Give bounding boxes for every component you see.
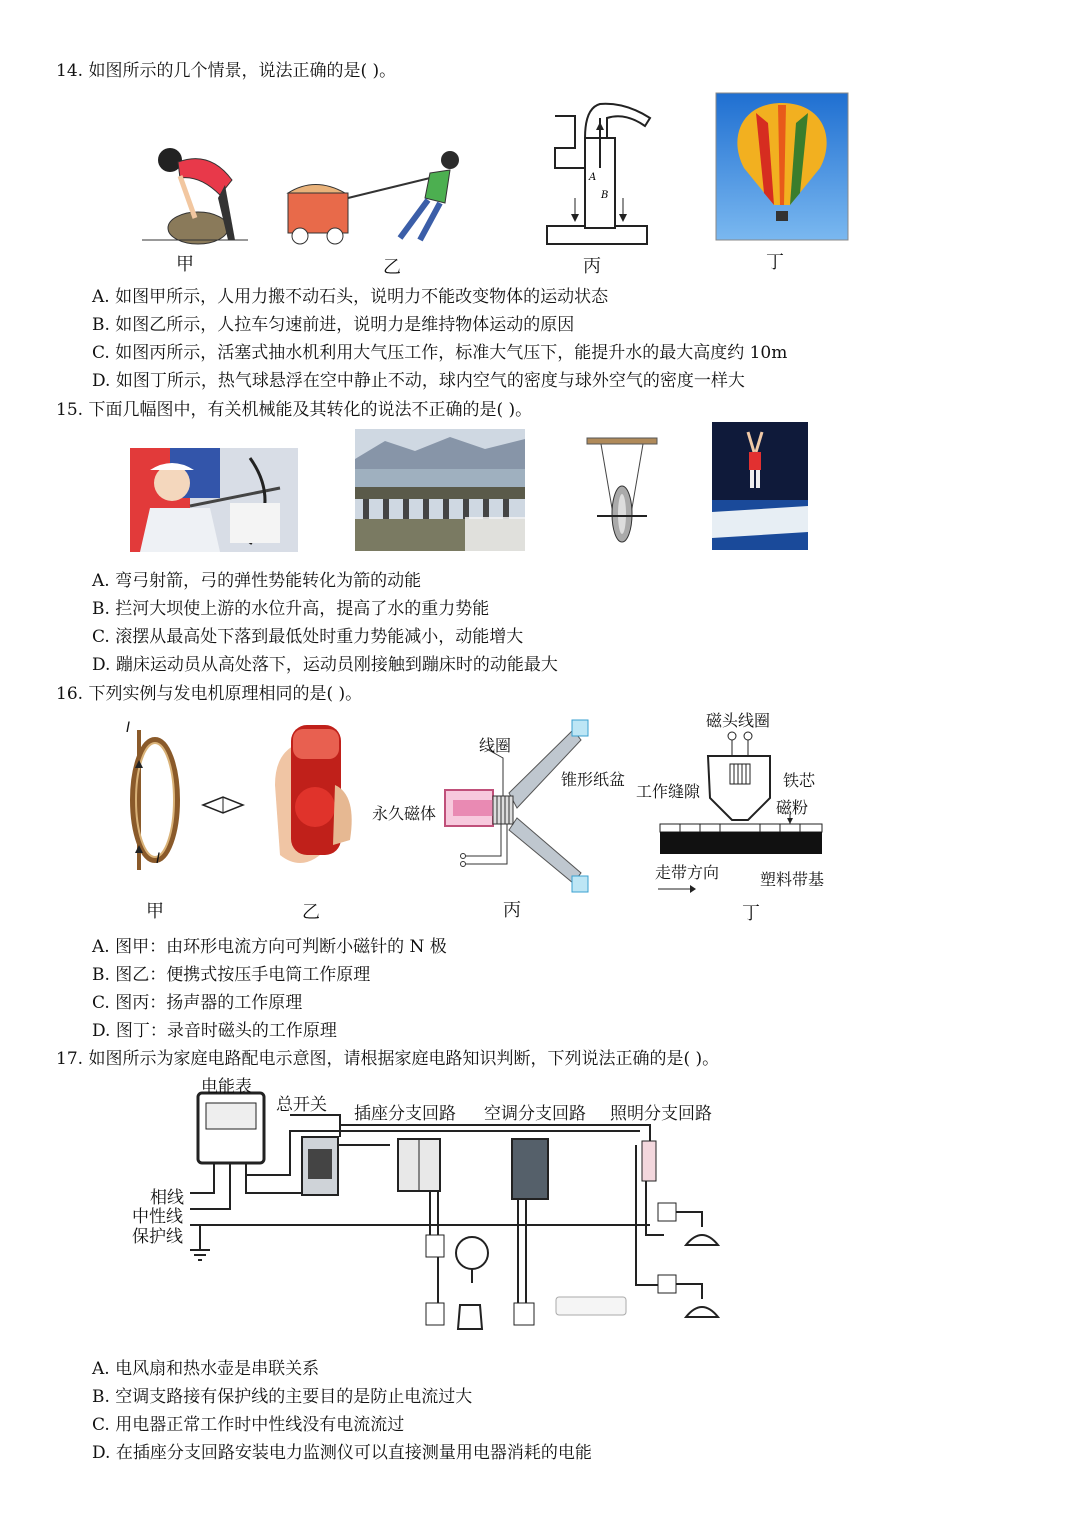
q16-photo-flashlight bbox=[265, 715, 363, 875]
q16-option-a: A. 图甲：由环形电流方向可判断小磁针的 N 极 bbox=[92, 937, 447, 957]
q14-label-yi: 乙 bbox=[383, 257, 401, 278]
q15-option-c: C. 滚摆从最高处下落到最低处时重力势能减小，动能增大 bbox=[92, 627, 524, 647]
q16-label-ding: 丁 bbox=[742, 903, 760, 924]
q14-stem: 14. 如图所示的几个情景，说法正确的是( )。 bbox=[56, 61, 397, 81]
q17-option-b: B. 空调支路接有保护线的主要目的是防止电流过大 bbox=[92, 1387, 473, 1407]
q16-option-d: D. 图丁：录音时磁头的工作原理 bbox=[92, 1021, 337, 1041]
q17-ac-branch-label: 空调分支回路 bbox=[484, 1104, 586, 1124]
q16-current-label-bottom: I bbox=[156, 851, 161, 867]
q15-option-a: A. 弯弓射箭，弓的弹性势能转化为箭的动能 bbox=[92, 571, 422, 591]
q14-figure-ding bbox=[716, 93, 848, 240]
q16-label-bing: 丙 bbox=[503, 900, 521, 921]
q15-stem: 15. 下面几幅图中，有关机械能及其转化的说法不正确的是( )。 bbox=[56, 400, 533, 420]
q16-head-gap-label: 工作缝隙 bbox=[636, 782, 701, 801]
q16-head-core-label: 铁芯 bbox=[783, 771, 816, 790]
q14-option-d: D. 如图丁所示，热气球悬浮在空中静止不动，球内空气的密度与球外空气的密度一样大 bbox=[92, 371, 745, 391]
q17-option-d: D. 在插座分支回路安装电力监测仪可以直接测量用电器消耗的电能 bbox=[92, 1443, 592, 1463]
q15-option-b: B. 拦河大坝使上游的水位升高，提高了水的重力势能 bbox=[92, 599, 490, 619]
q16-figure-jia bbox=[125, 720, 250, 880]
q15-photo-dam bbox=[355, 429, 525, 551]
q17-socket-branch-label: 插座分支回路 bbox=[354, 1104, 456, 1124]
q17-ground-label: 保护线 bbox=[132, 1227, 183, 1247]
q17-option-c: C. 用电器正常工作时中性线没有电流流过 bbox=[92, 1415, 405, 1435]
q14-label-bing: 丙 bbox=[583, 256, 601, 277]
q16-head-powder-label: 磁粉 bbox=[776, 798, 809, 817]
q16-speaker-cone-label: 锥形纸盆 bbox=[561, 770, 626, 789]
q14-label-ding: 丁 bbox=[766, 252, 784, 273]
q16-stem: 16. 下列实例与发电机原理相同的是( )。 bbox=[56, 684, 363, 704]
q14-option-c: C. 如图丙所示，活塞式抽水机利用大气压工作，标准大气压下，能提升水的最大高度约 10m bbox=[92, 343, 788, 363]
q16-head-base-label: 塑料带基 bbox=[760, 870, 825, 889]
pump-label-b: B bbox=[601, 190, 609, 201]
q17-neutral-label: 中性线 bbox=[132, 1207, 183, 1227]
q14-option-a: A. 如图甲所示，人用力搬不动石头，说明力不能改变物体的运动状态 bbox=[92, 287, 609, 307]
q15-photo-trampoline bbox=[712, 422, 808, 550]
q16-direction-arrow bbox=[658, 884, 698, 894]
q17-meter-label: 电能表 bbox=[201, 1077, 252, 1097]
q17-stem: 17. 如图所示为家庭电路配电示意图，请根据家庭电路知识判断，下列说法正确的是( )。 bbox=[56, 1049, 720, 1069]
q16-option-b: B. 图乙：便携式按压手电筒工作原理 bbox=[92, 965, 371, 985]
q15-option-d: D. 蹦床运动员从高处落下，运动员刚接触到蹦床时的动能最大 bbox=[92, 655, 558, 675]
q17-main-switch-label: 总开关 bbox=[276, 1095, 327, 1115]
q14-label-jia: 甲 bbox=[176, 254, 194, 275]
q16-speaker-magnet-label: 永久磁体 bbox=[372, 804, 437, 823]
pump-label-a: A bbox=[589, 172, 597, 183]
q16-label-jia: 甲 bbox=[146, 901, 164, 922]
q16-figure-speaker bbox=[445, 718, 595, 896]
q17-option-a: A. 电风扇和热水壶是串联关系 bbox=[92, 1359, 320, 1379]
q17-light-branch-label: 照明分支回路 bbox=[610, 1104, 712, 1124]
q15-figure-pendulum bbox=[585, 436, 660, 548]
q16-option-c: C. 图丙：扬声器的工作原理 bbox=[92, 993, 303, 1013]
q14-figure-yi bbox=[280, 148, 470, 248]
q16-head-coil-label: 磁头线圈 bbox=[706, 711, 771, 730]
q14-figure-bing bbox=[545, 98, 655, 248]
q16-label-yi: 乙 bbox=[302, 902, 320, 923]
q16-head-direction-label: 走带方向 bbox=[655, 863, 720, 882]
q17-live-label: 相线 bbox=[150, 1188, 184, 1208]
q16-speaker-coil-label: 线圈 bbox=[479, 736, 512, 755]
q16-current-label-top: I bbox=[126, 720, 131, 736]
q14-option-b: B. 如图乙所示，人拉车匀速前进，说明力是维持物体运动的原因 bbox=[92, 315, 575, 335]
q14-figure-jia bbox=[140, 140, 250, 250]
q15-photo-archery bbox=[130, 448, 298, 552]
